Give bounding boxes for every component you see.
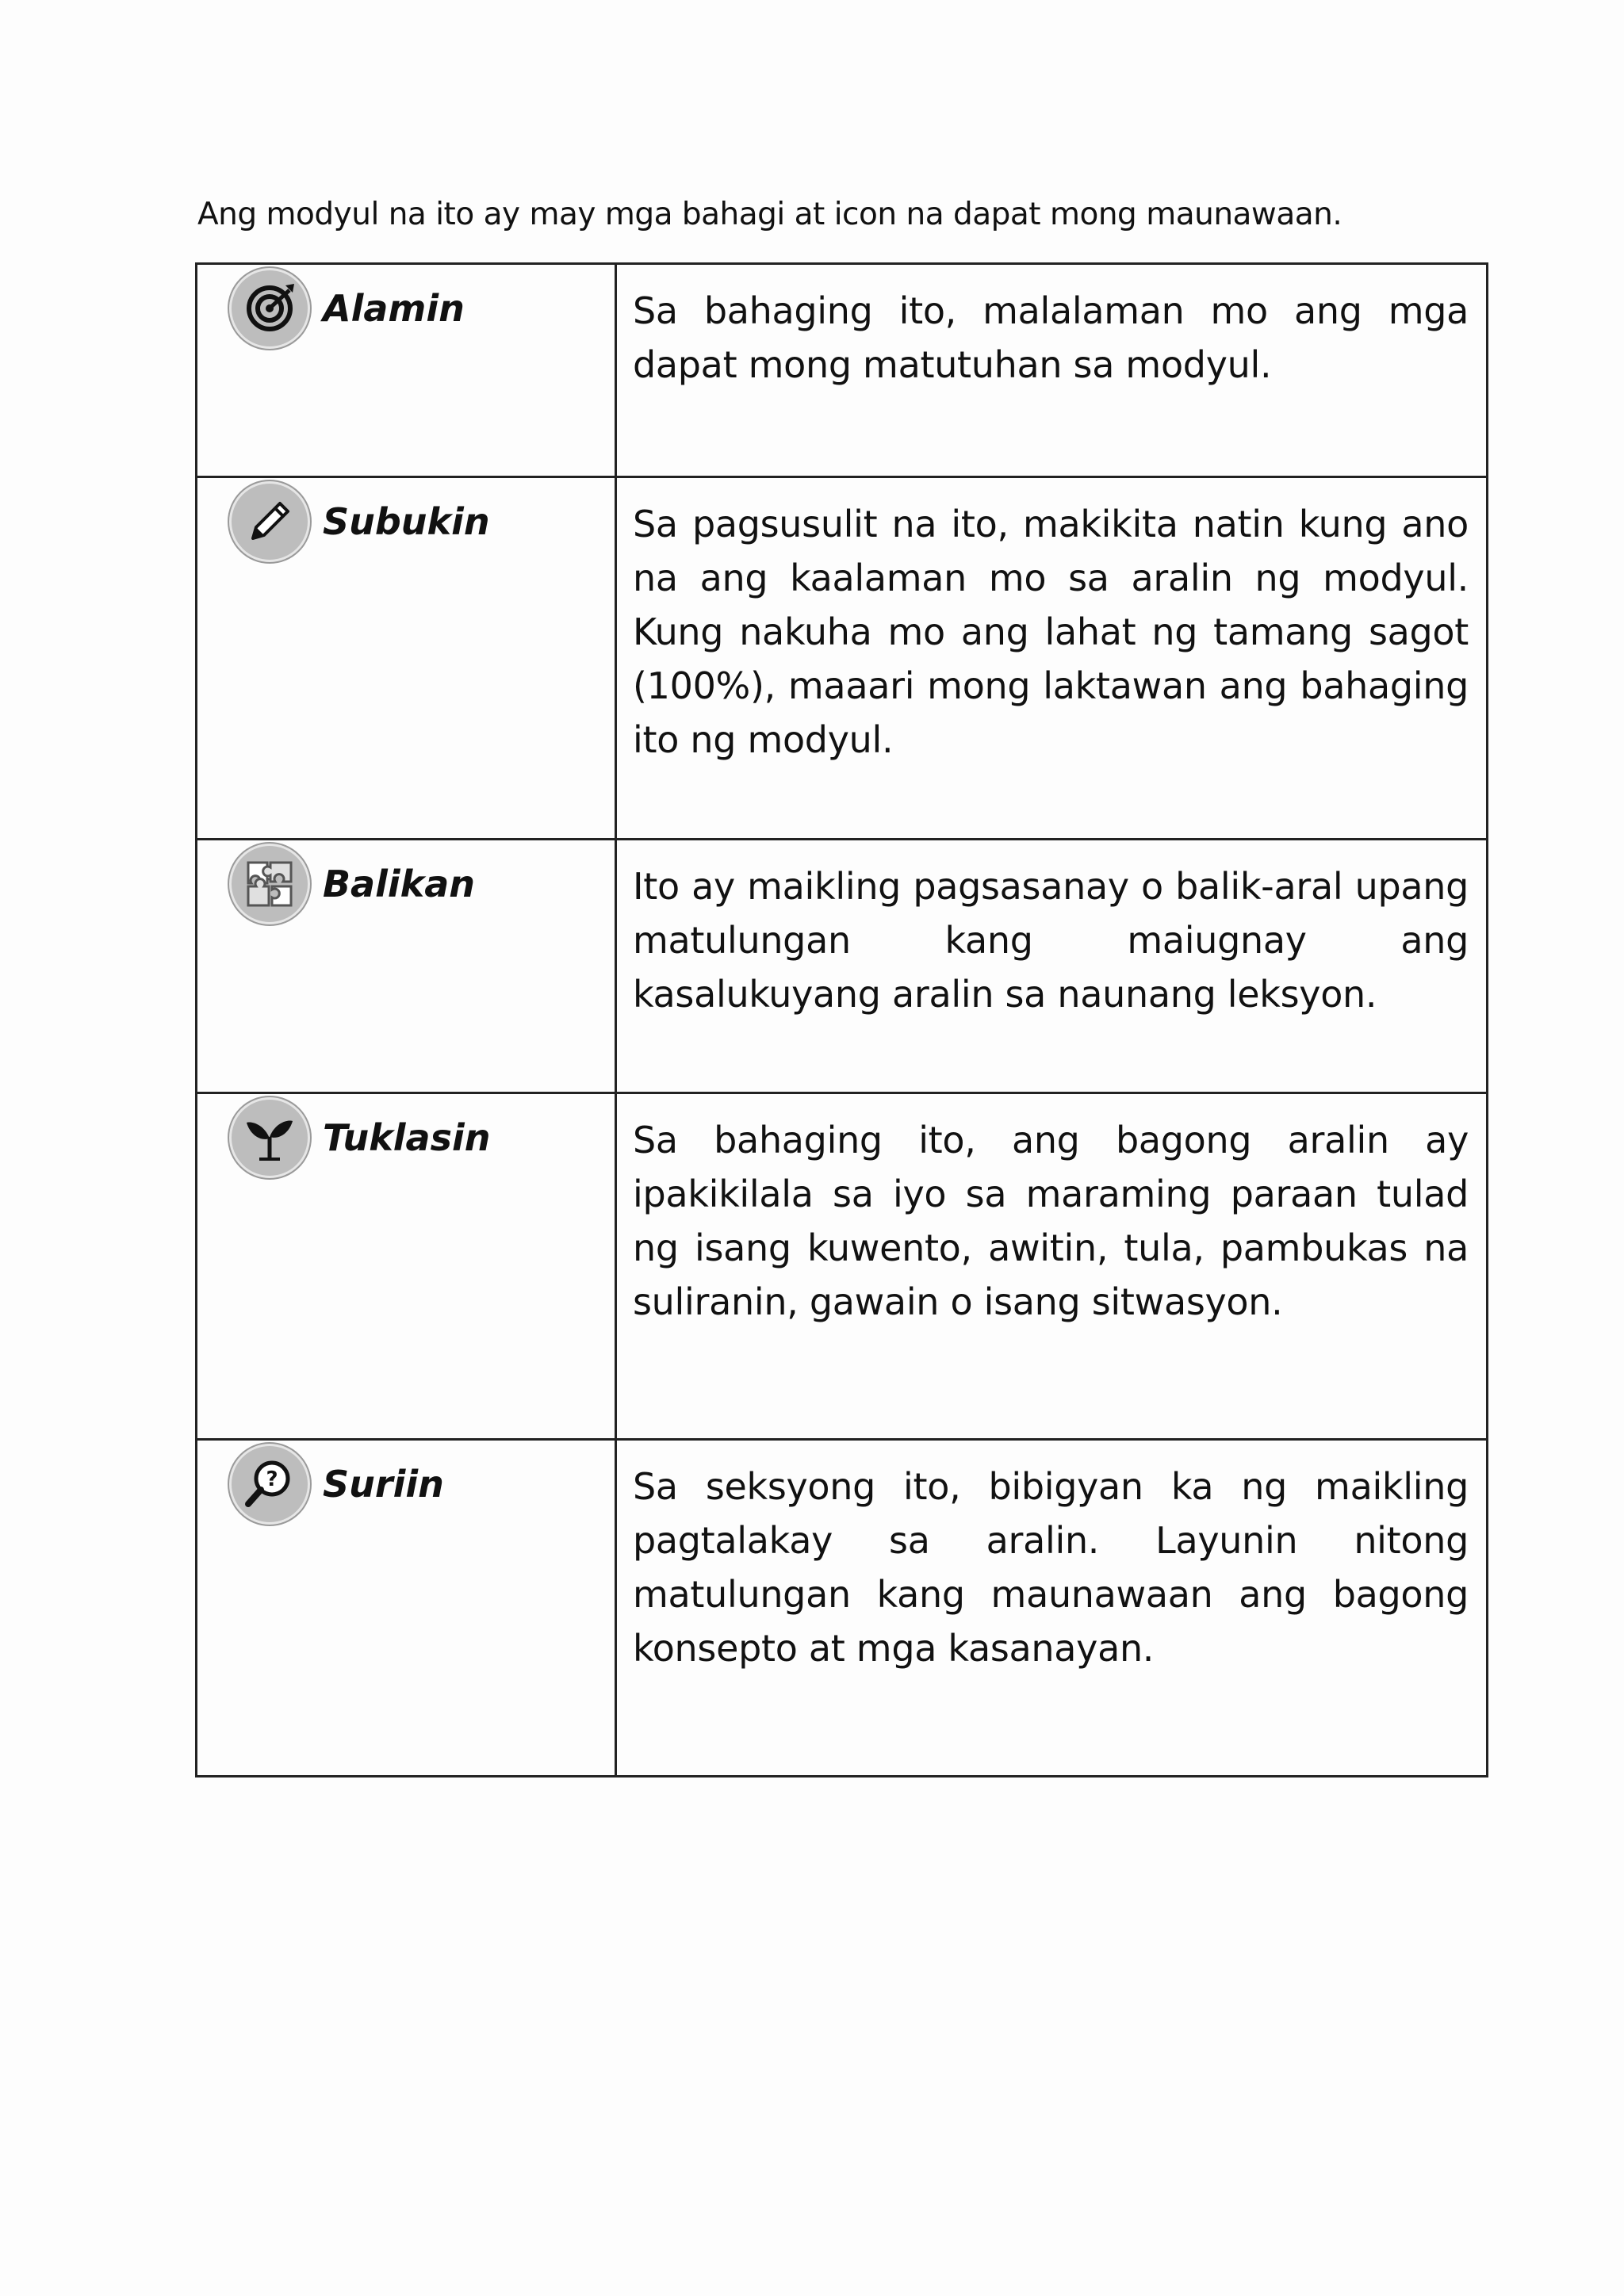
part-label: Alamin — [323, 287, 465, 330]
part-description: Sa pagsusulit na ito, makikita natin kung ano na ang kaalaman mo sa aralin ng modyul. Kung nakuha mo ang lahat ng tamang sagot (100%), maaari mong laktawan ang bahaging ito ng modyul. — [616, 477, 1488, 840]
table-row — [197, 1440, 1488, 1777]
intro-text: Ang modyul na ito ay may mga bahagi at icon na dapat mong maunawaan. — [197, 197, 1342, 232]
table-row — [197, 264, 1488, 477]
table-row — [197, 477, 1488, 840]
target-icon — [229, 268, 310, 349]
svg-text:?: ? — [266, 1468, 278, 1491]
part-name-cell — [197, 1440, 616, 1777]
part-name-cell — [197, 840, 616, 1093]
part-name-cell — [197, 1093, 616, 1440]
table-row — [197, 1093, 1488, 1440]
part-description: Sa bahaging ito, ang bagong aralin ay ipakikilala sa iyo sa maraming paraan tulad ng isang kuwento, awitin, tula, pambukas na suliranin, gawain o isang sitwasyon. — [616, 1093, 1488, 1440]
magnifier-question-icon — [229, 1444, 310, 1525]
part-name-cell — [197, 264, 616, 477]
part-description: Sa bahaging ito, malalaman mo ang mga dapat mong matutuhan sa modyul. — [616, 264, 1488, 477]
pencil-icon — [229, 481, 310, 562]
part-label: Balikan — [323, 863, 476, 905]
part-label: Suriin — [323, 1463, 444, 1506]
sprout-icon — [229, 1097, 310, 1178]
part-label: Tuklasin — [323, 1116, 491, 1159]
table-row — [197, 840, 1488, 1093]
part-label: Subukin — [323, 500, 490, 543]
part-description: Ito ay maikling pagsasanay o balik-aral upang matulungan kang maiugnay ang kasalukuyang aralin sa naunang leksyon. — [616, 840, 1488, 1093]
puzzle-icon — [229, 844, 310, 924]
part-description: Sa seksyong ito, bibigyan ka ng maikling pagtalakay sa aralin. Layunin nitong matulungan kang maunawaan ang bagong konsepto at mga kasanayan. — [616, 1440, 1488, 1777]
part-name-cell — [197, 477, 616, 840]
module-parts-table — [195, 262, 1488, 1777]
